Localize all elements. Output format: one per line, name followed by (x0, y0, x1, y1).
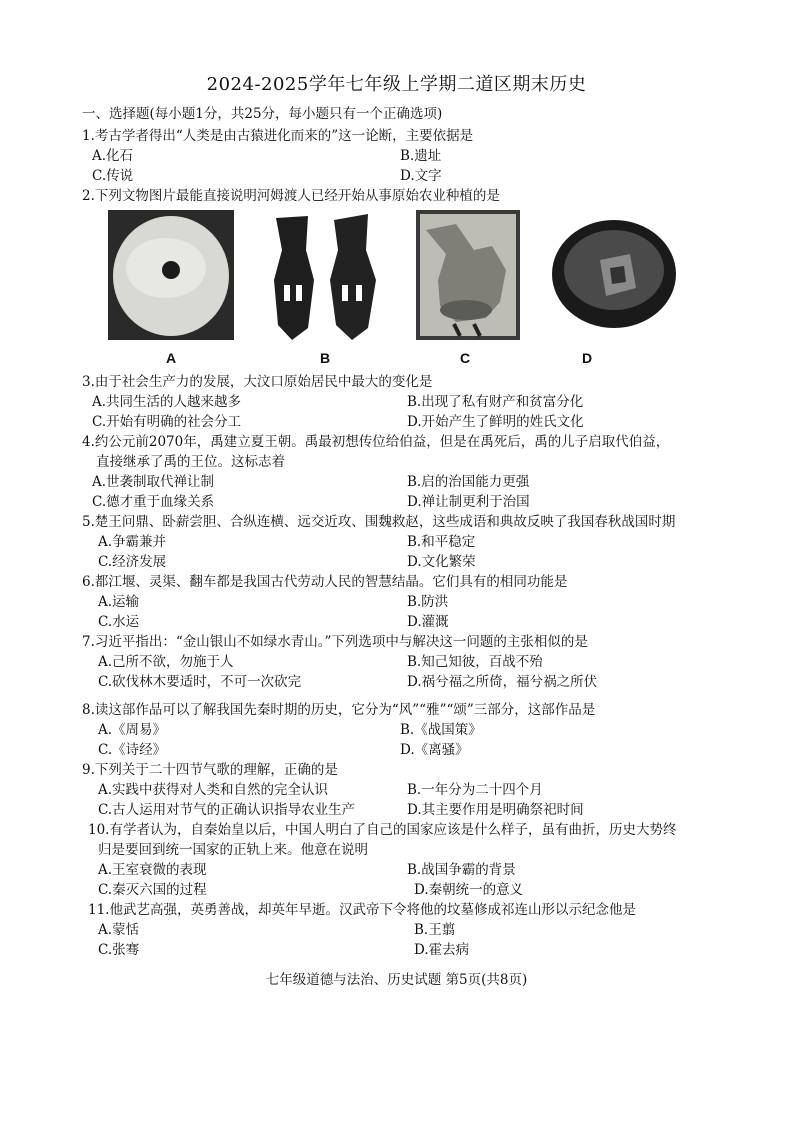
q4-option-c: C.德才重于血缘关系 (92, 494, 215, 510)
q9-option-d: D.其主要作用是明确祭祀时间 (407, 802, 584, 818)
q1-option-d: D.文字 (400, 168, 442, 184)
q1-option-b: B.遗址 (400, 148, 442, 164)
q3-option-d: D.开始产生了鲜明的姓氏文化 (407, 414, 584, 430)
q8-option-b: B.《战国策》 (400, 722, 482, 738)
page-footer: 七年级道德与法治、历史试题 第5页(共8页) (265, 972, 528, 988)
q10-option-c: C.秦灭六国的过程 (98, 882, 207, 898)
q1-option-c: C.传说 (92, 168, 134, 184)
q11-option-c: C.张骞 (98, 942, 140, 958)
q7-option-a: A.己所不欲，勿施于人 (98, 654, 234, 670)
q9-option-a: A.实践中获得对人类和自然的完全认识 (98, 782, 329, 798)
q5-option-d: D.文化繁荣 (407, 554, 476, 570)
question-7-stem: 7.习近平指出：“金山银山不如绿水青山。”下列选项中与解决这一问题的主张相似的是 (82, 634, 588, 650)
q5-option-a: A.争霸兼并 (98, 534, 167, 550)
q3-option-a: A.共同生活的人越来越多 (92, 394, 242, 410)
jade-disc-image (108, 210, 234, 340)
pottery-vessel-image (416, 210, 520, 340)
question-10-stem: 10.有学者认为，自秦始皇以后，中国人明白了自己的国家应该是什么样子，虽有曲折，历史大势终 (88, 822, 677, 838)
q10-option-d: D.秦朝统一的意义 (414, 882, 524, 898)
figure-label-c: C (460, 350, 471, 366)
q9-option-c: C.古人运用对节气的正确认识指导农业生产 (98, 802, 356, 818)
q4-option-b: B.启的治国能力更强 (407, 474, 530, 490)
figure-label-a: A (166, 350, 177, 366)
q4-option-d: D.禅让制更利于治国 (407, 494, 530, 510)
question-1-stem: 1.考古学者得出“人类是由古猿进化而来的”这一论断，主要依据是 (82, 128, 474, 144)
q10-option-b: B.战国争霸的背景 (407, 862, 516, 878)
q5-option-c: C.经济发展 (98, 554, 167, 570)
q3-option-c: C.开始有明确的社会分工 (92, 414, 242, 430)
q5-option-b: B.和平稳定 (407, 534, 476, 550)
question-3-stem: 3.由于社会生产力的发展，大汶口原始居民中最大的变化是 (82, 374, 433, 390)
q10-option-a: A.王室衰微的表现 (98, 862, 207, 878)
q1-option-a: A.化石 (92, 148, 134, 164)
question-10-stem-cont: 归是要回到统一国家的正轨上来。他意在说明 (98, 842, 368, 858)
q3-option-b: B.出现了私有财产和贫富分化 (407, 394, 584, 410)
q11-option-b: B.王翦 (414, 922, 456, 938)
q6-option-d: D.灌溉 (407, 614, 449, 630)
q6-option-a: A.运输 (98, 594, 140, 610)
question-6-stem: 6.都江堰、灵渠、翻车都是我国古代劳动人民的智慧结晶。它们具有的相同功能是 (82, 574, 568, 590)
artifact-figures (108, 210, 708, 370)
q6-option-c: C.水运 (98, 614, 140, 630)
section-heading: 一、选择题(每小题1分，共25分，每小题只有一个正确选项) (82, 106, 443, 122)
q8-option-a: A.《周易》 (98, 722, 167, 738)
question-4-stem: 4.约公元前2070年，禹建立夏王朝。禹最初想传位给伯益，但是在禹死后，禹的儿子启取代伯益， (82, 434, 670, 450)
q7-option-c: C.砍伐林木要适时，不可一次砍完 (98, 674, 302, 690)
question-2-stem: 2.下列文物图片最能直接说明河姆渡人已经开始从事原始农业种植的是 (82, 188, 500, 204)
figure-label-d: D (582, 350, 593, 366)
figure-label-b: B (320, 350, 331, 366)
q6-option-b: B.防洪 (407, 594, 449, 610)
q4-option-a: A.世袭制取代禅让制 (92, 474, 215, 490)
q8-option-c: C.《诗经》 (98, 742, 167, 758)
q11-option-d: D.霍去病 (414, 942, 470, 958)
bone-plough-image (268, 210, 388, 345)
q8-option-d: D.《离骚》 (400, 742, 469, 758)
question-4-stem-cont: 直接继承了禹的王位。这标志着 (96, 454, 285, 470)
question-5-stem: 5.楚王问鼎、卧薪尝胆、合纵连横、远交近攻、围魏救赵，这些成语和典故反映了我国春秋战国时期 (82, 514, 676, 530)
page-title: 2024-2025学年七年级上学期二道区期末历史 (206, 74, 587, 95)
q11-option-a: A.蒙恬 (98, 922, 140, 938)
question-11-stem: 11.他武艺高强，英勇善战，却英年早逝。汉武帝下令将他的坟墓修成祁连山形以示纪念他是 (88, 902, 636, 918)
q9-option-b: B.一年分为二十四个月 (407, 782, 543, 798)
carbonized-rice-image (550, 210, 678, 340)
q7-option-b: B.知己知彼，百战不殆 (407, 654, 543, 670)
question-8-stem: 8.读这部作品可以了解我国先秦时期的历史，它分为“风”“雅”“颂”三部分，这部作品是 (82, 702, 596, 718)
question-9-stem: 9.下列关于二十四节气歌的理解，正确的是 (82, 762, 338, 778)
q7-option-d: D.祸兮福之所倚，福兮祸之所伏 (407, 674, 598, 690)
